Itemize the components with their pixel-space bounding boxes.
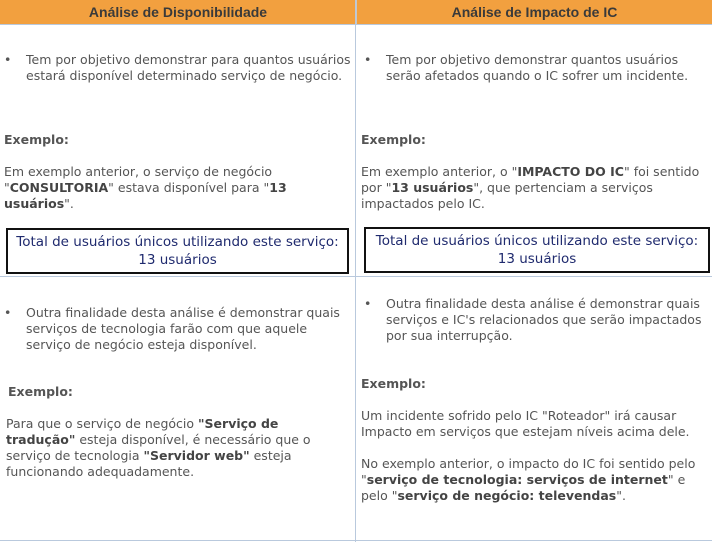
objective-text: Tem por objetivo demonstrar para quantos usuários estará disponível determinado serviço de negócio. (26, 52, 351, 83)
top-left-example (4, 164, 352, 212)
example-emphasis: IMPACTO DO IC (517, 164, 624, 179)
top-right-objective (360, 52, 710, 84)
example-emphasis: "Servidor web" (143, 448, 250, 463)
example-emphasis: 13 usuários (391, 180, 474, 195)
example-emphasis: serviço de negócio: televendas (397, 488, 617, 503)
objective-text: Tem por objetivo demonstrar quantos usuários serão afetados quando o IC sofrer um incidente. (386, 52, 689, 83)
example-text: esteja funcionando adequadamente. (6, 448, 292, 479)
unique-users-box (6, 228, 349, 274)
bullet-glyph: • (364, 52, 372, 67)
box-value: 13 usuários (497, 251, 577, 267)
header-availability-analysis: Análise de Disponibilidade (0, 0, 357, 25)
bullet-glyph: • (4, 305, 12, 320)
table-bottom-border (0, 540, 712, 541)
example-text: No exemplo anterior, o impacto do IC foi sentido pelo " (361, 456, 696, 487)
example-text: esteja disponível, é necessário que o serviço de tecnologia (6, 432, 311, 463)
example-emphasis: serviço de tecnologia: serviços de internet (366, 472, 668, 487)
top-left-objective (0, 52, 352, 84)
bullet-glyph: • (364, 296, 372, 311)
bottom-left-objective (0, 305, 352, 353)
example-label: Exemplo: (361, 132, 426, 147)
example-label: Exemplo: (361, 376, 426, 391)
row-divider (0, 276, 712, 277)
column-divider (355, 0, 356, 542)
example-text: Em exemplo anterior, o " (361, 164, 518, 179)
example-text: ". (616, 488, 626, 503)
top-right-example (361, 164, 709, 212)
header-ic-impact-analysis: Análise de Impacto de IC (357, 0, 712, 25)
box-caption: Total de usuários únicos utilizando este serviço: (16, 234, 339, 250)
bullet-glyph: • (4, 52, 12, 67)
example-text: ", que pertenciam a serviços impactados pelo IC. (361, 180, 653, 211)
objective-text: Outra finalidade desta análise é demonstrar quais serviços de tecnologia farão com que aquele serviço de negócio esteja disponível. (26, 305, 340, 352)
example-label: Exemplo: (8, 384, 73, 399)
example-text: " foi sentido por " (361, 164, 700, 195)
bottom-right-objective (360, 296, 710, 344)
example-text: " e pelo " (361, 472, 686, 503)
box-value: 13 usuários (138, 252, 217, 268)
bottom-right-example-1: Um incidente sofrido pelo IC "Roteador" irá causar Impacto em serviços que estejam níveis acima dele. (361, 408, 690, 439)
example-text: Em exemplo anterior, o serviço de negócio " (4, 164, 273, 195)
bottom-left-example (6, 416, 352, 480)
example-emphasis: 13 usuários (4, 180, 287, 211)
bottom-right-example-2 (361, 456, 709, 504)
example-text: Para que o serviço de negócio (6, 416, 199, 431)
box-caption: Total de usuários únicos utilizando este serviço: (375, 233, 699, 249)
example-label: Exemplo: (4, 132, 69, 147)
example-emphasis: CONSULTORIA (9, 180, 109, 195)
header-divider (0, 24, 712, 25)
example-emphasis: "Serviço de tradução" (6, 416, 279, 447)
objective-text: Outra finalidade desta análise é demonstrar quais serviços e IC's relacionados que serão impactados por sua interrupção. (386, 296, 702, 343)
unique-users-box (364, 227, 710, 273)
example-text: ". (64, 196, 74, 211)
example-text: " estava disponível para " (108, 180, 270, 195)
